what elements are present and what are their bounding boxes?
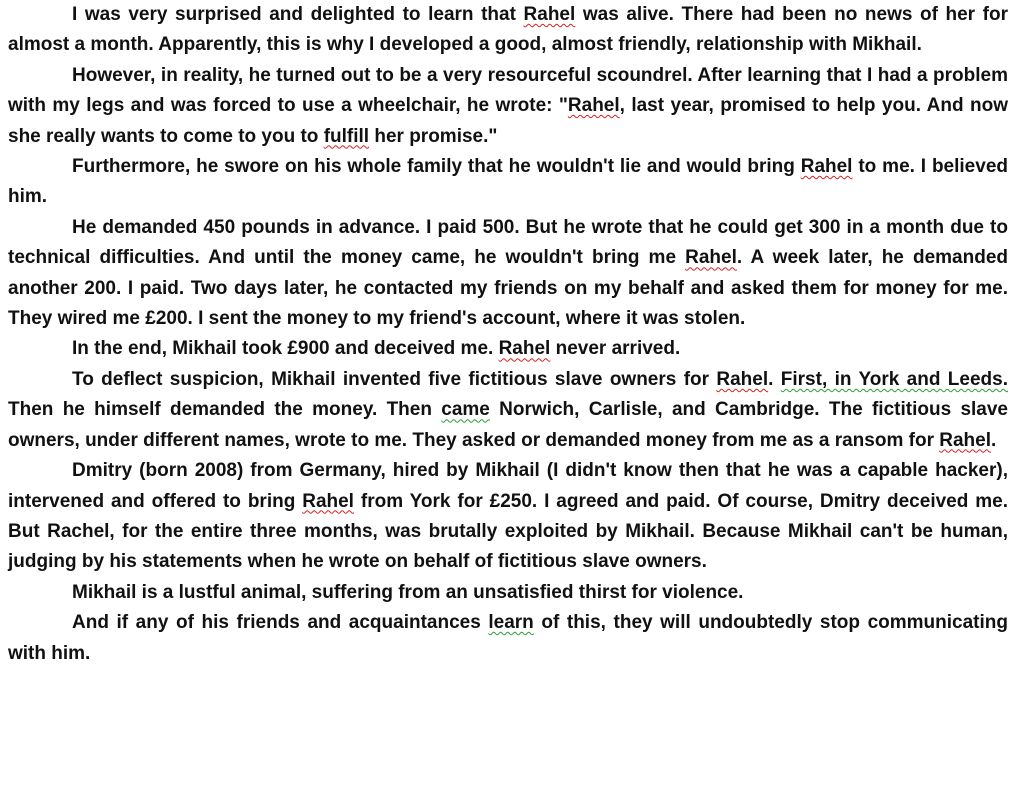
text-run: He demanded 450 pounds in advance. I paid 500. But he wrote that he could get 300 in a month due to technical difficulties. And until the money came, he wouldn't bring me xyxy=(8,216,1008,269)
text-run: of this, they will undoubtedly stop communicating with him. xyxy=(8,612,1008,664)
paragraph xyxy=(8,334,1008,364)
text-run: Dmitry (born 2008) from Germany, hired by Mikhail (I didn't know then that he was a capable hacker), intervened and offered to bring xyxy=(8,460,1008,512)
text-run: . xyxy=(768,368,781,390)
spelling-flagged-word[interactable]: Rahel xyxy=(716,368,769,390)
paragraph xyxy=(8,0,1008,61)
text-run: never arrived. xyxy=(550,338,681,360)
spelling-flagged-word[interactable]: fulfill xyxy=(323,125,370,147)
text-run: . xyxy=(991,429,997,451)
text-run: from York for £250. I agreed and paid. Of course, Dmitry deceived me. But Rachel, for the entire three months, was brutally exploited by Mikhail. Because Mikhail can't be human, judging by his statements when he wrote on behalf of fictitious slave owners. xyxy=(8,490,1008,573)
spelling-flagged-word[interactable]: Rahel xyxy=(939,429,991,451)
text-run: Mikhail is a lustful animal, suffering from an unsatisfied thirst for violence. xyxy=(72,581,744,603)
text-run: Norwich, Carlisle, and Cambridge. The fictitious slave owners, under different names, wrote to me. They asked or demanded money from me as a ransom for xyxy=(8,399,1008,451)
paragraph xyxy=(8,608,1008,669)
text-run: I was very surprised and delighted to learn that xyxy=(72,4,524,25)
text-run: Then he himself demanded the money. Then xyxy=(8,399,442,421)
paragraph xyxy=(8,213,1008,335)
document-page xyxy=(8,0,1008,669)
spelling-flagged-word[interactable]: Rahel xyxy=(523,4,576,25)
spelling-flagged-word[interactable]: Rahel xyxy=(685,247,737,269)
spelling-flagged-word[interactable]: Rahel xyxy=(800,156,853,178)
text-run: to me. I believed him. xyxy=(8,156,1008,208)
paragraph xyxy=(8,456,1008,578)
grammar-flagged-phrase[interactable]: First, in York and Leeds. xyxy=(780,368,1008,390)
spelling-flagged-word[interactable]: Rahel xyxy=(567,95,620,117)
text-run: However, in reality, he turned out to be a very resourceful scoundrel. After learning that I had a problem with my legs and was forced to use a wheelchair, he wrote: " xyxy=(8,64,1008,117)
spelling-flagged-word[interactable]: Rahel xyxy=(302,490,354,512)
text-run: was alive. There had been no news of her for almost a month. Apparently, this is why I developed a good, almost friendly, relationship with Mikhail. xyxy=(8,4,1008,56)
grammar-flagged-word[interactable]: came xyxy=(441,399,490,421)
text-run: , last year, promised to help you. And now she really wants to come to you to xyxy=(8,95,1008,147)
spelling-flagged-word[interactable]: Rahel xyxy=(498,338,551,360)
text-run: . A week later, he demanded another 200. I paid. Two days later, he contacted my friends on my behalf and asked them for money for me. They wired me £200. I sent the money to my friend's account, where it was stolen. xyxy=(8,247,1008,330)
text-run: her promise." xyxy=(369,125,498,147)
paragraph xyxy=(8,365,1008,456)
grammar-flagged-word[interactable]: learn xyxy=(488,612,534,634)
text-run: And if any of his friends and acquaintances xyxy=(72,612,489,634)
text-run: Furthermore, he swore on his whole family that he wouldn't lie and would bring xyxy=(72,156,801,178)
text-run: To deflect suspicion, Mikhail invented five fictitious slave owners for xyxy=(72,368,717,390)
text-run: In the end, Mikhail took £900 and deceived me. xyxy=(72,338,499,360)
paragraph xyxy=(8,578,1008,608)
paragraph xyxy=(8,61,1008,152)
paragraph xyxy=(8,152,1008,213)
